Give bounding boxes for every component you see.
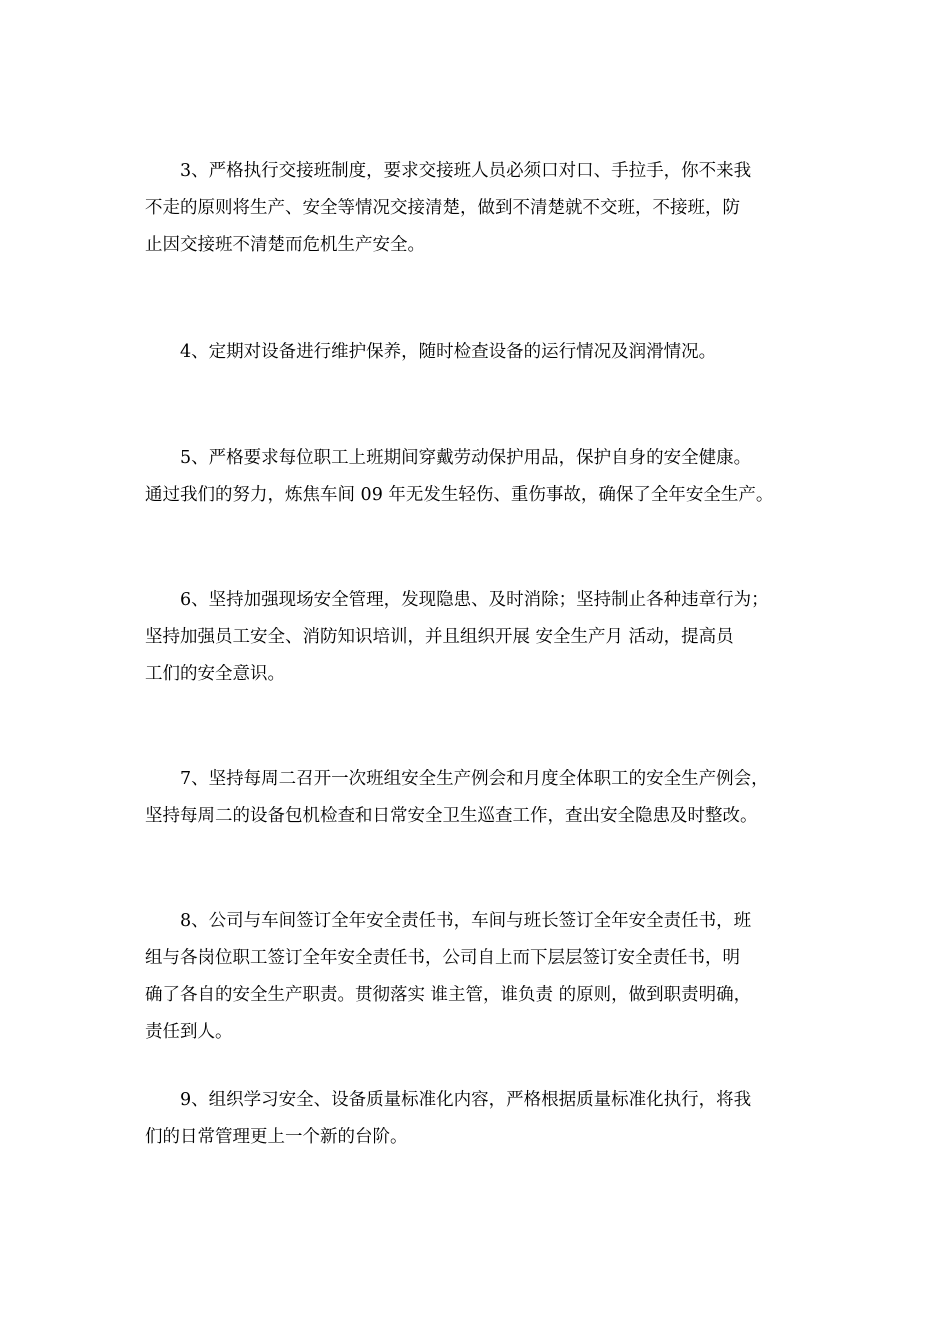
paragraph-line: 5、严格要求每位职工上班期间穿戴劳动保护用品，保护自身的安全健康。 bbox=[180, 448, 752, 468]
paragraph-line: 止因交接班不清楚而危机生产安全。 bbox=[145, 235, 425, 255]
paragraph-line: 通过我们的努力，炼焦车间 09 年无发生轻伤、重伤事故，确保了全年安全生产。 bbox=[145, 485, 774, 505]
paragraph-line: 不走的原则将生产、安全等情况交接清楚，做到不清楚就不交班，不接班，防 bbox=[145, 198, 740, 218]
paragraph-7 bbox=[145, 761, 815, 835]
paragraph-6 bbox=[145, 582, 815, 693]
paragraph-3 bbox=[145, 153, 815, 264]
paragraph-line: 6、坚持加强现场安全管理，发现隐患、及时消除；坚持制止各种违章行为； bbox=[180, 590, 769, 610]
paragraph-line: 4、定期对设备进行维护保养，随时检查设备的运行情况及润滑情况。 bbox=[180, 342, 717, 362]
paragraph-line: 组与各岗位职工签订全年安全责任书，公司自上而下层层签订安全责任书，明 bbox=[145, 948, 740, 968]
paragraph-line: 7、坚持每周二召开一次班组安全生产例会和月度全体职工的安全生产例会， bbox=[180, 769, 769, 789]
paragraph-line: 确了各自的安全生产职责。贯彻落实 谁主管，谁负责 的原则，做到职责明确， bbox=[145, 985, 752, 1005]
paragraph-line: 坚持每周二的设备包机检查和日常安全卫生巡查工作，查出安全隐患及时整改。 bbox=[145, 806, 758, 826]
paragraph-5 bbox=[145, 440, 815, 514]
paragraph-line: 9、组织学习安全、设备质量标准化内容，严格根据质量标准化执行，将我 bbox=[180, 1090, 752, 1110]
paragraph-line: 坚持加强员工安全、消防知识培训，并且组织开展 安全生产月 活动，提高员 bbox=[145, 627, 734, 647]
paragraph-line: 责任到人。 bbox=[145, 1022, 233, 1042]
paragraph-line: 们的日常管理更上一个新的台阶。 bbox=[145, 1127, 408, 1147]
paragraph-line: 3、严格执行交接班制度，要求交接班人员必须口对口、手拉手，你不来我 bbox=[180, 161, 752, 181]
paragraph-4 bbox=[145, 334, 815, 371]
paragraph-line: 8、公司与车间签订全年安全责任书，车间与班长签订全年安全责任书，班 bbox=[180, 911, 752, 931]
paragraph-8 bbox=[145, 903, 815, 1051]
paragraph-line: 工们的安全意识。 bbox=[145, 664, 285, 684]
paragraph-9 bbox=[145, 1082, 815, 1156]
